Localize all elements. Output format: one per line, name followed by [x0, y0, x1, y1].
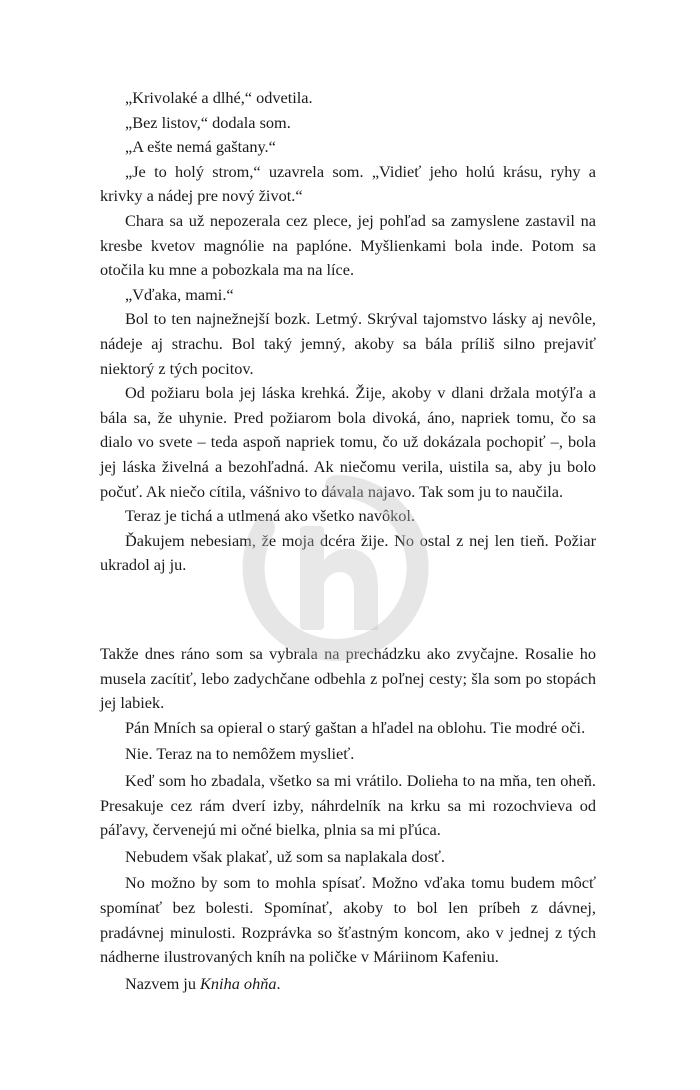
- paragraph: „Vďaka, mami.“: [125, 284, 234, 304]
- paragraph: „Krivolaké a dlhé,“ odvetila.: [125, 88, 313, 107]
- paragraph: „Bez listov,“ dodala som.: [125, 112, 291, 132]
- paragraph: Ďakujem nebesiam, že moja dcéra žije. No ostal z nej len tieň. Požiar ukradol aj ju.: [100, 530, 596, 575]
- section-opening-paragraph: Takže dnes ráno som sa vybrala na prechádzku ako zvyčajne. Rosalie ho musela zacítiť, lebo zadychčane odbehla z poľnej cesty; šla som po stopách jej labiek.: [100, 644, 596, 713]
- paragraph: Pán Mních sa opieral o starý gaštan a hľadel na oblohu. Tie modré oči.: [125, 717, 586, 737]
- closing-paragraph: [100, 972, 596, 997]
- paragraph: No možno by som to mohla spísať. Možno vďaka tomu budem môcť spomínať bez bolesti. Spomínať, akoby to bol len príbeh z dávnej, pradávnej minulosti. Rozprávka so šťastným koncom, ako v jednej z tých nádherne ilustrovaných kníh na poličke v Máriinom Kafeniu.: [100, 873, 596, 967]
- paragraph: Od požiaru bola jej láska krehká. Žije, akoby v dlani držala motýľa a bála sa, že uhynie. Pred požiarom bola divoká, áno, napriek tomu, čo sa dialo vo svete – teda aspoň napriek tomu, čo už dokázala pochopiť –, bola jej láska živelná a bezohľadná. Ak niečomu verila, uistila sa, aby ju bolo počuť. Ak niečo cítila, vášnivo to dávala najavo. Tak som ju to naučila.: [100, 383, 596, 501]
- closing-text: Nazvem ju: [125, 973, 201, 993]
- paragraph: „Je to holý strom,“ uzavrela som. „Vidieť jeho holú krásu, ryhy a krivky a nádej pre nový život.“: [100, 161, 596, 206]
- paragraph: Nie. Teraz na to nemôžem myslieť.: [125, 744, 355, 764]
- paragraph: Chara sa už nepozerala cez plece, jej pohľad sa zamyslene zastavil na kresbe kvetov magnólie na paplóne. Myšlienkami bola inde. Potom sa otočila ku mne a pobozkala ma na líce.: [100, 210, 596, 280]
- text-section-2: [100, 642, 596, 996]
- paragraph: „A ešte nemá gaštany.“: [125, 137, 276, 157]
- closing-punctuation: .: [276, 973, 281, 993]
- paragraph: Keď som ho zbadala, všetko sa mi vrátilo. Dolieha to na mňa, ten oheň. Presakuje cez rám dverí izby, náhrdelník na krku sa mi rozochvieva od páľavy, červenejú mi očné bielka, plnia sa mi pľúca.: [100, 770, 596, 840]
- text-section-1: [100, 86, 596, 578]
- paragraph: Teraz je tichá a utlmená ako všetko navôkol.: [125, 506, 416, 526]
- paragraph: Nebudem však plakať, už som sa naplakala dosť.: [125, 846, 446, 866]
- book-title: Kniha ohňa: [200, 973, 277, 993]
- paragraph: Bol to ten najnežnejší bozk. Letmý. Skrýval tajomstvo lásky aj nevôle, nádeje aj strachu. Bol taký jemný, akoby sa bála príliš silno prejaviť niektorý z tých pocitov.: [100, 309, 596, 378]
